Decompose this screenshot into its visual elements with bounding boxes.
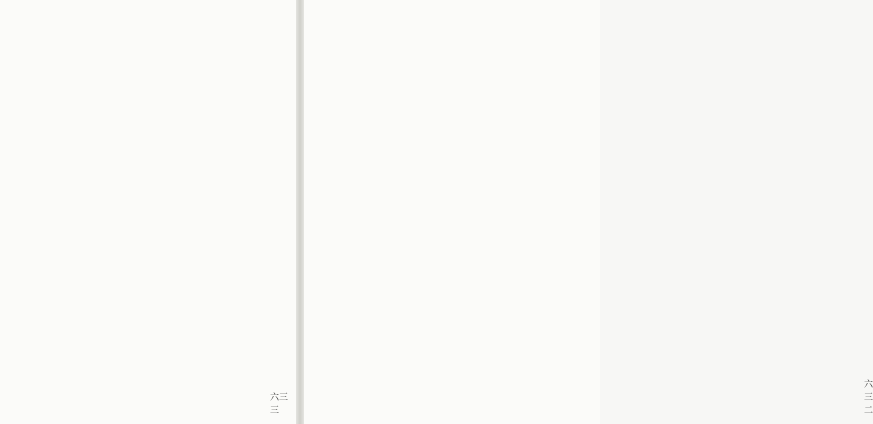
right-page — [304, 0, 873, 424]
right-text-block — [622, 14, 868, 410]
right-page-number: 六三二 — [864, 380, 873, 416]
book-gutter — [296, 0, 304, 424]
left-page — [0, 0, 296, 424]
left-text-block — [26, 14, 282, 410]
left-page-number: 六三三 — [270, 393, 289, 416]
